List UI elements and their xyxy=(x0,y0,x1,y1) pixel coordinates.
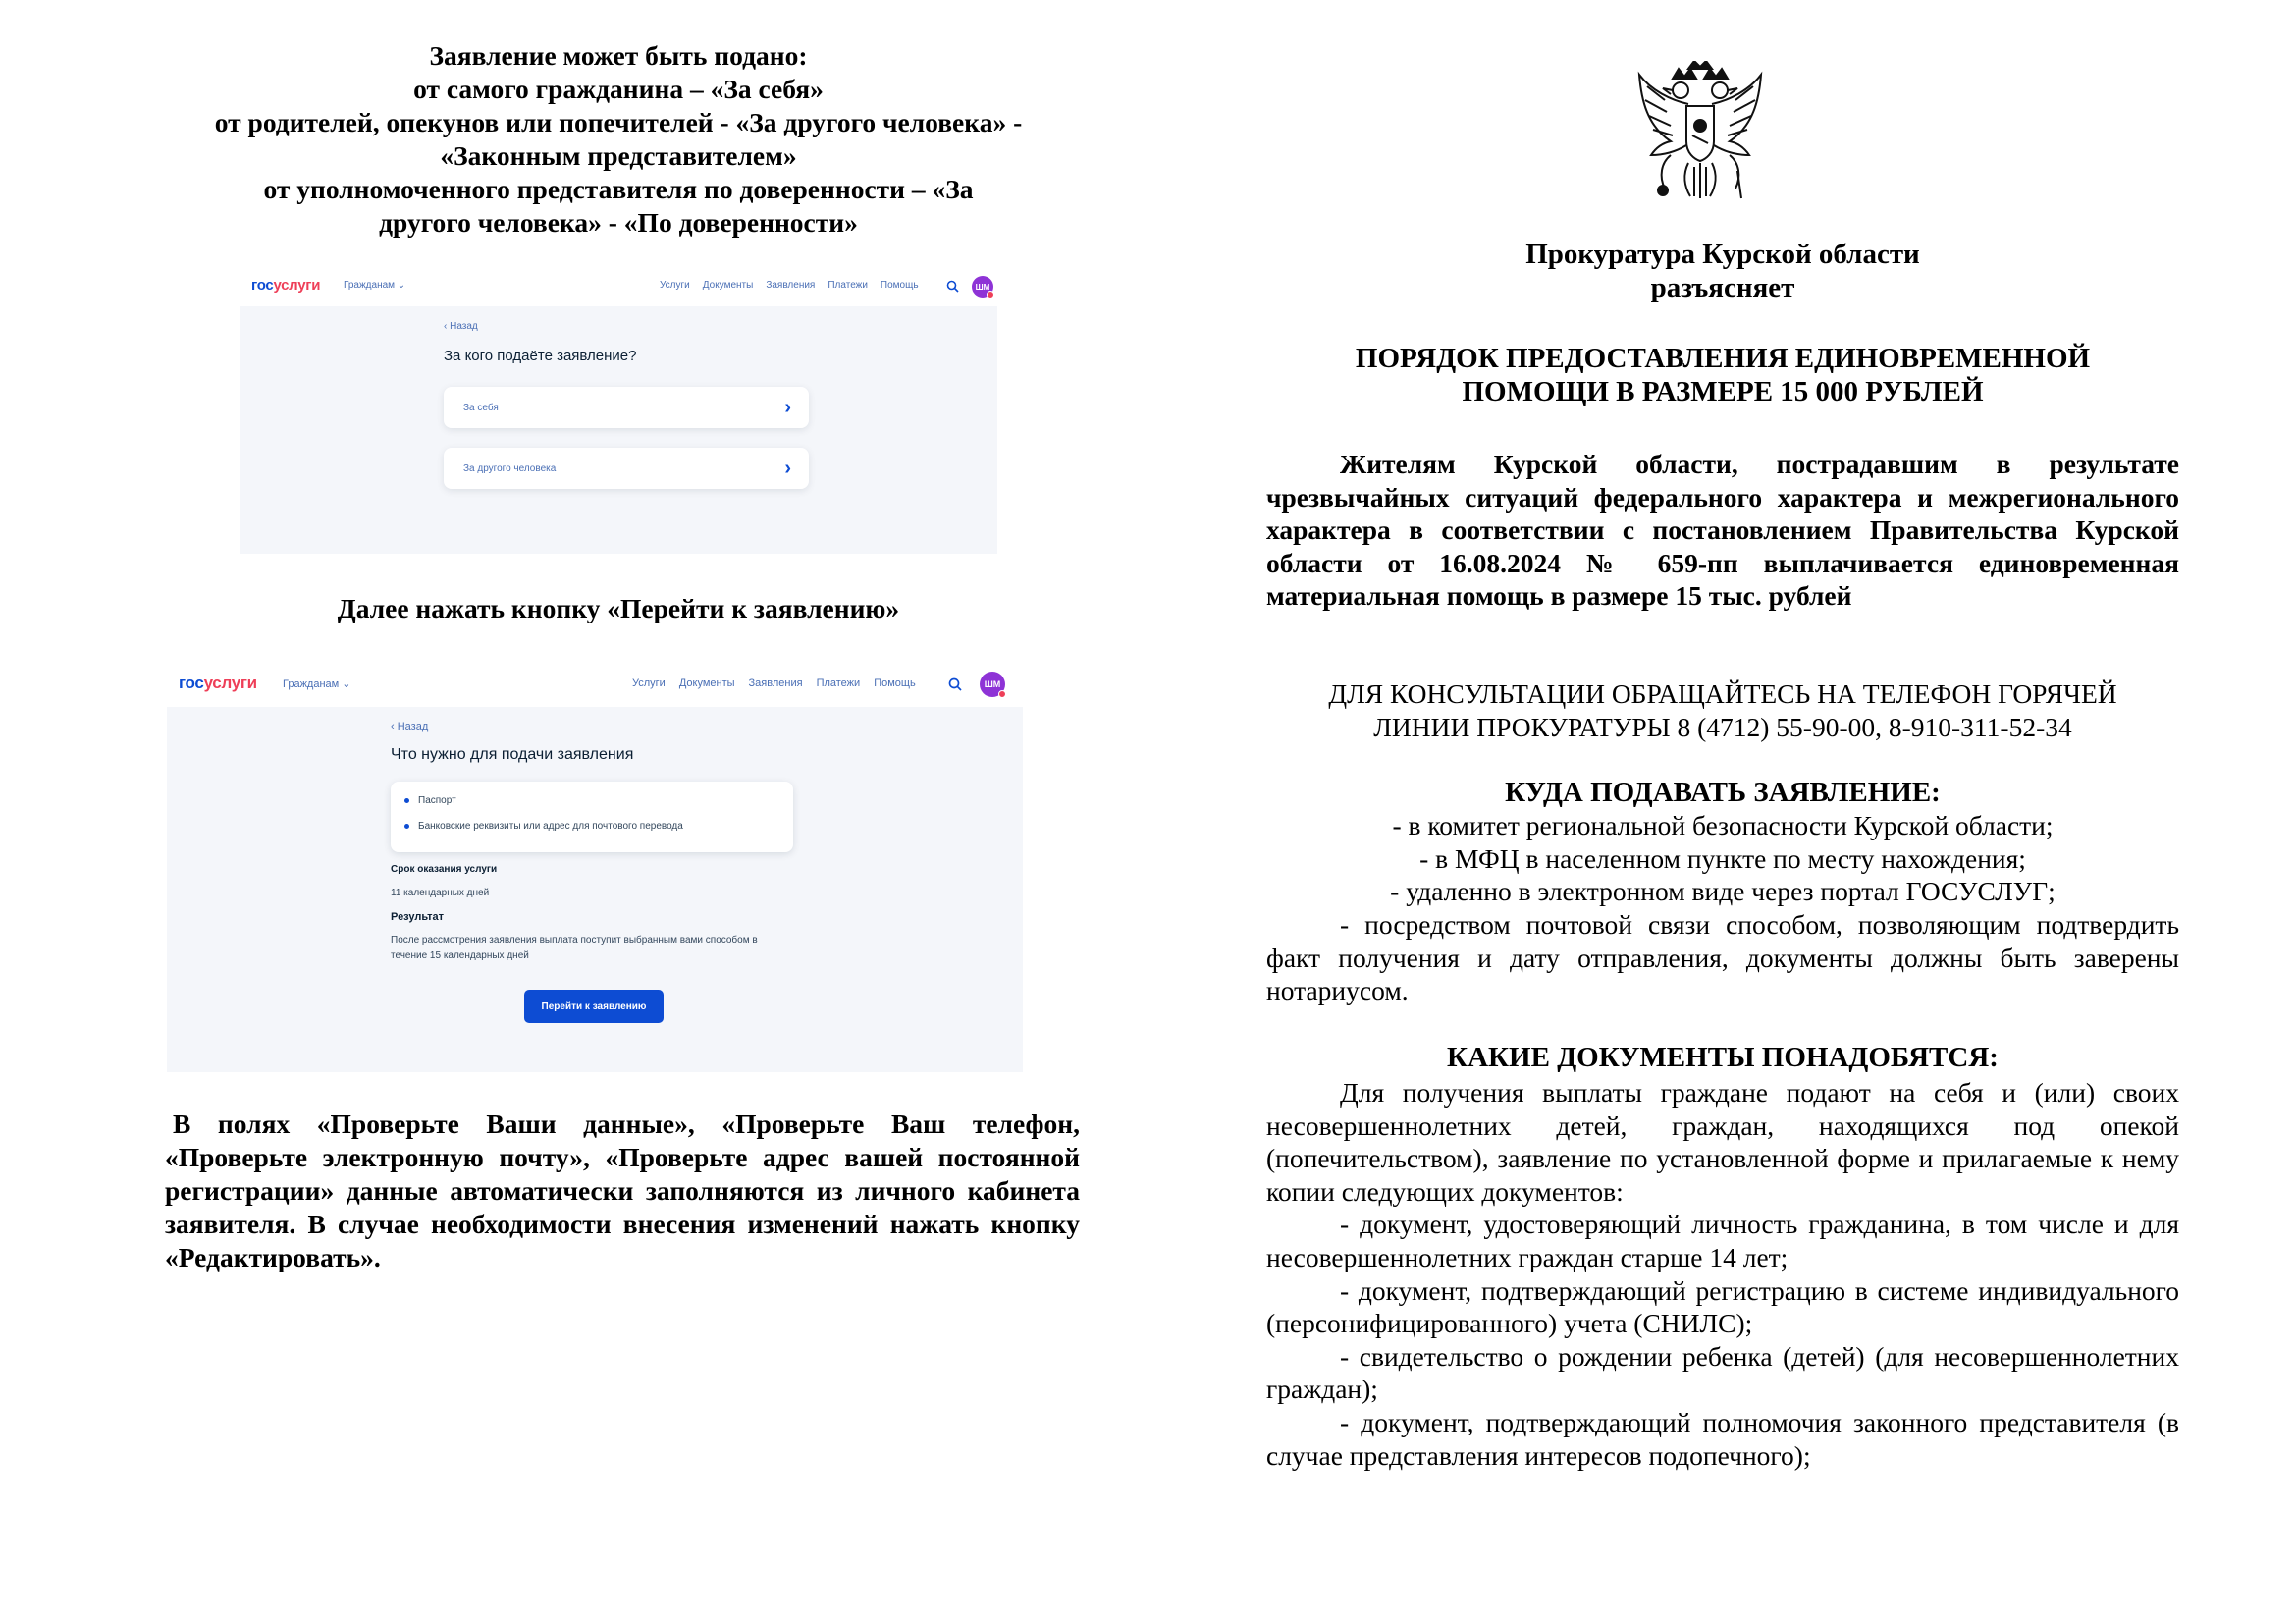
bullet-icon xyxy=(404,824,409,829)
intro-line: другого человека» - «По доверенности» xyxy=(379,207,858,238)
nav-item-help[interactable]: Помощь xyxy=(880,280,919,291)
intro-line: Заявление может быть подано: xyxy=(429,40,808,71)
where-to-apply-heading: КУДА ПОДАВАТЬ ЗАЯВЛЕНИЕ: xyxy=(1505,777,1941,808)
lead-paragraph: Жителям Курской области, пострадавшим в результате чрезвычайных ситуаций федерального характера и межрегионального характера в соответствии с постановлением Правительства Курской области от 16.08.2024 № 659-пп выплачивается единовременная материальная помощь в размере 15 тыс. рублей xyxy=(1266,449,2179,612)
intro-block xyxy=(147,39,1090,240)
documents-paragraph: - свидетельство о рождении ребенка (детей) (для несовершеннолетних граждан); xyxy=(1266,1340,2179,1405)
list-item-post: - посредством почтовой связи способом, позволяющим подтвердить факт получения и дату отправления, документы должны быть заверены нотариусом. xyxy=(1266,909,2179,1006)
list-item: - в комитет региональной безопасности Курской области; xyxy=(1392,810,2054,840)
result-text: течение 15 календарных дней xyxy=(391,950,529,961)
page-title: За кого подаёте заявление? xyxy=(444,348,637,364)
nav-item-services[interactable]: Услуги xyxy=(632,677,666,689)
org-subtitle: разъясняет xyxy=(1650,272,1795,303)
documents-paragraph: Для получения выплаты граждане подают на себя и (или) своих несовершеннолетних детей, граждан, находящихся под опекой (попечительством), заявление по установленной форме и прилагаемые к нему копии следующих документов: xyxy=(1266,1077,2179,1207)
document-title-line: ПОРЯДОК ПРЕДОСТАВЛЕНИЯ ЕДИНОВРЕМЕННОЙ xyxy=(1355,343,2091,374)
option-label: За другого человека xyxy=(463,462,557,474)
nav-item-documents[interactable]: Документы xyxy=(678,677,735,689)
list-item: - удаленно в электронном виде через портал ГОСУСЛУГ; xyxy=(1390,876,2056,907)
org-name: Прокуратура Курской области xyxy=(1525,239,1920,270)
where-to-apply-list xyxy=(1266,809,2179,908)
nav-item-services[interactable]: Услуги xyxy=(660,280,690,291)
term-value: 11 календарных дней xyxy=(391,888,490,898)
main-nav xyxy=(660,280,919,291)
hotline-line: ЛИНИИ ПРОКУРАТУРЫ 8 (4712) 55-90-00, 8-910-311-52-34 xyxy=(1373,712,2072,742)
user-avatar[interactable]: ШМ xyxy=(972,276,993,298)
gosuslugi-logo: госуслуги xyxy=(251,277,321,294)
intro-line: «Законным представителем» xyxy=(440,140,797,171)
main-nav xyxy=(632,677,916,689)
requirement-item: Паспорт xyxy=(404,795,456,806)
term-label: Срок оказания услуги xyxy=(391,864,498,875)
nav-item-help[interactable]: Помощь xyxy=(874,677,916,689)
russian-coat-of-arms-icon xyxy=(1631,61,1769,208)
go-to-application-button[interactable]: Перейти к заявлению xyxy=(524,990,664,1023)
option-other-person[interactable] xyxy=(444,448,809,489)
option-self[interactable] xyxy=(444,387,809,428)
nav-item-payments[interactable]: Платежи xyxy=(828,280,868,291)
list-item: - в МФЦ в населенном пункте по месту нахождения; xyxy=(1419,842,2026,874)
content-panel xyxy=(167,707,1023,1072)
site-header xyxy=(167,664,1023,707)
back-link[interactable]: ‹ Назад xyxy=(391,721,429,732)
page-title: Что нужно для подачи заявления xyxy=(391,746,634,763)
documents-paragraph: - документ, подтверждающий полномочия законного представителя (в случае представления интересов подопечного); xyxy=(1266,1406,2179,1471)
intro-line: от уполномоченного представителя по доверенности – «За xyxy=(263,174,974,204)
chevron-right-icon: › xyxy=(784,396,791,418)
hotline-block xyxy=(1266,677,2179,744)
requirement-item: Банковские реквизиты или адрес для почтового перевода xyxy=(404,821,683,832)
gosuslugi-logo: госуслуги xyxy=(179,674,257,692)
back-link[interactable]: ‹ Назад xyxy=(444,321,478,332)
citizen-menu[interactable]: Гражданам ⌄ xyxy=(283,678,351,690)
search-icon[interactable] xyxy=(948,677,962,691)
document-title-line: ПОМОЩИ В РАЗМЕРЕ 15 000 РУБЛЕЙ xyxy=(1462,376,1984,407)
gosuslugi-screenshot-requirements xyxy=(167,664,1023,1072)
requirements-card xyxy=(391,782,793,852)
documents-paragraph: - документ, удостоверяющий личность гражданина, в том числе и для несовершеннолетних граждан старше 14 лет; xyxy=(1266,1209,2179,1272)
instruction-heading: Далее нажать кнопку «Перейти к заявлению» xyxy=(337,593,900,623)
result-label: Результат xyxy=(391,911,445,923)
nav-item-payments[interactable]: Платежи xyxy=(816,677,861,689)
chevron-right-icon: › xyxy=(784,457,791,479)
user-avatar[interactable]: ШМ xyxy=(980,672,1005,697)
site-header xyxy=(240,267,997,306)
nav-item-applications[interactable]: Заявления xyxy=(748,677,803,689)
result-text: После рассмотрения заявления выплата поступит выбранным вами способом в xyxy=(391,935,758,946)
gosuslugi-screenshot-choose-applicant xyxy=(240,267,997,554)
search-icon[interactable] xyxy=(946,280,959,293)
documents-heading: КАКИЕ ДОКУМЕНТЫ ПОНАДОБЯТСЯ: xyxy=(1447,1042,1999,1073)
documents-paragraph: - документ, подтверждающий регистрацию в системе индивидуального (персонифицированного) учета (СНИЛС); xyxy=(1266,1274,2179,1339)
hotline-line: ДЛЯ КОНСУЛЬТАЦИИ ОБРАЩАЙТЕСЬ НА ТЕЛЕФОН ГОРЯЧЕЙ xyxy=(1328,678,2117,709)
citizen-menu[interactable]: Гражданам ⌄ xyxy=(344,280,406,291)
content-panel xyxy=(240,306,997,554)
option-label: За себя xyxy=(463,402,499,413)
fields-note: В полях «Проверьте Ваши данные», «Проверьте Ваш телефон, «Проверьте электронную почту», «Проверьте адрес вашей постоянной регистрации» данные автоматически заполняются из личного кабинета заявителя. В случае необходимости внесения изменений нажать кнопку «Редактировать». xyxy=(165,1109,1080,1272)
nav-item-documents[interactable]: Документы xyxy=(702,280,754,291)
intro-line: от родителей, опекунов или попечителей - «За другого человека» - xyxy=(214,107,1023,137)
bullet-icon xyxy=(404,798,409,803)
intro-line: от самого гражданина – «За себя» xyxy=(413,74,824,104)
documents-list xyxy=(1266,1076,2179,1472)
nav-item-applications[interactable]: Заявления xyxy=(766,280,816,291)
